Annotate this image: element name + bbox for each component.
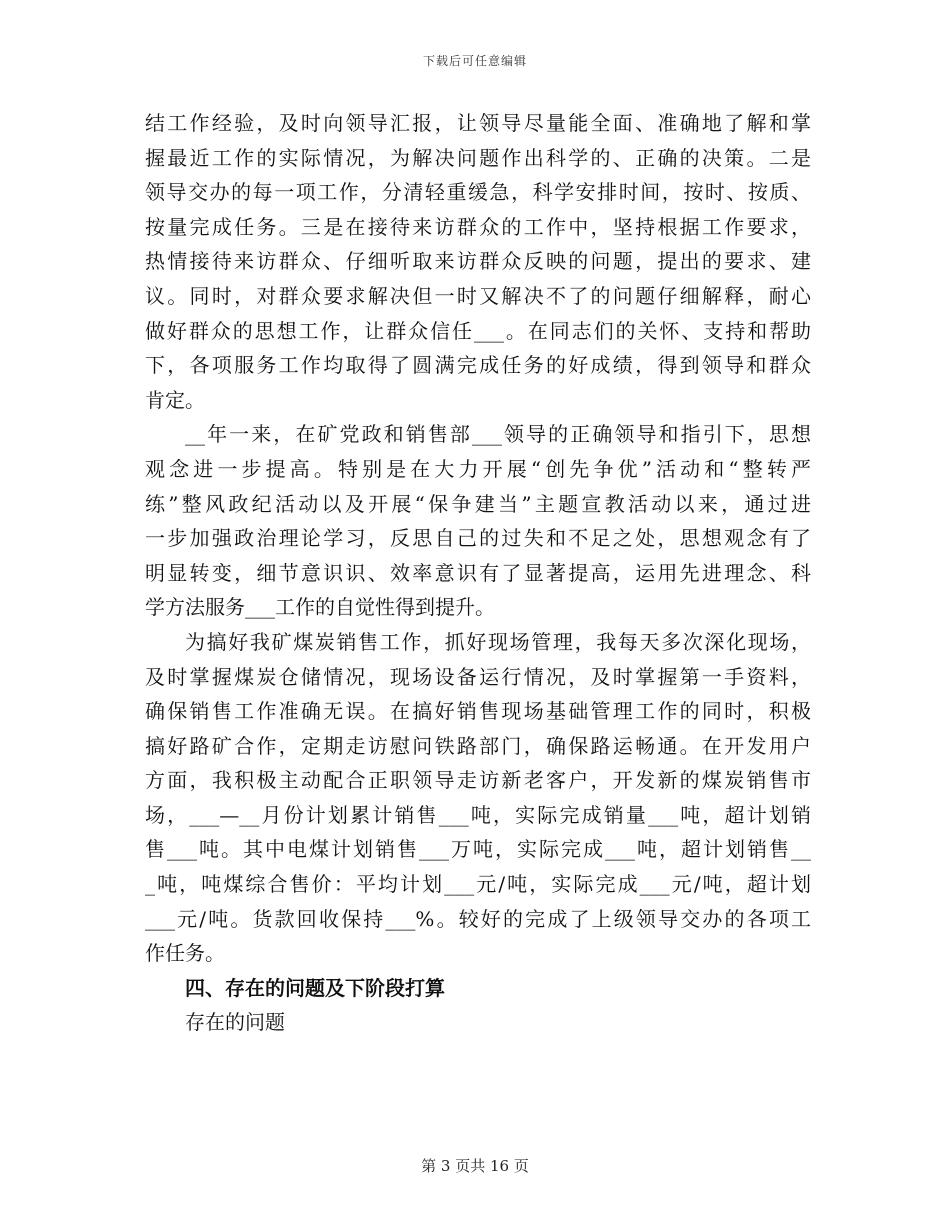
page-header: 下载后可任意编辑 xyxy=(422,54,527,68)
paragraph-line: 握最近工作的实际情况，为解决问题作出科学的、正确的决策。二是 xyxy=(145,145,811,170)
paragraph-line: 为搞好我矿煤炭销售工作，抓好现场管理，我每天多次深化现场， xyxy=(185,629,811,654)
section-heading: 四、存在的问题及下阶段打算 xyxy=(185,975,445,1000)
paragraph-line: 确保销售工作准确无误。在搞好销售现场基础管理工作的同时，积极 xyxy=(145,699,811,724)
paragraph-line: ___元/吨。货款回收保持___%。较好的完成了上级领导交办的各项工 xyxy=(145,906,811,931)
page-number: 第 3 页共 16 页 xyxy=(421,1157,529,1175)
paragraph-line: 练”整风政纪活动以及开展“保争建当”主题宣教活动以来，通过进 xyxy=(145,491,811,516)
document-body xyxy=(145,106,811,1040)
paragraph-line: _吨，吨煤综合售价：平均计划___元/吨，实际完成___元/吨，超计划 xyxy=(145,872,811,897)
paragraph-line: 明显转变，细节意识识、效率意识有了显著提高，运用先进理念、科 xyxy=(145,560,811,585)
paragraph-line: 按量完成任务。三是在接待来访群众的工作中，坚持根据工作要求， xyxy=(145,214,811,239)
paragraph-line: 学方法服务___工作的自觉性得到提升。 xyxy=(145,595,495,620)
paragraph-line: 结工作经验，及时向领导汇报，让领导尽量能全面、准确地了解和掌 xyxy=(145,111,811,135)
paragraph-line: 观念进一步提高。特别是在大力开展“创先争优”活动和“整转严 xyxy=(145,456,811,481)
paragraph-line: 领导交办的每一项工作，分清轻重缓急，科学安排时间，按时、按质、 xyxy=(145,180,811,205)
paragraph-line: __年一来，在矿党政和销售部___领导的正确领导和指引下，思想 xyxy=(185,422,811,447)
paragraph-line: 做好群众的思想工作，让群众信任___。在同志们的关怀、支持和帮助 xyxy=(145,318,811,343)
paragraph-3 xyxy=(145,625,811,971)
paragraph-line: 场，___—__月份计划累计销售___吨，实际完成销量___吨，超计划销 xyxy=(145,802,811,827)
paragraph-line: 搞好路矿合作，定期走访慰问铁路部门，确保路运畅通。在开发用户 xyxy=(145,733,811,758)
paragraph-line: 一步加强政治理论学习，反思自己的过失和不足之处，思想观念有了 xyxy=(145,526,811,551)
paragraph-line: 下，各项服务工作均取得了圆满完成任务的好成绩，得到领导和群众 xyxy=(145,353,811,378)
paragraph-line: 方面，我积极主动配合正职领导走访新老客户，开发新的煤炭销售市 xyxy=(145,768,811,793)
paragraph-line: 售___吨。其中电煤计划销售___万吨，实际完成___吨，超计划销售__ xyxy=(145,837,811,862)
paragraph-line: 肯定。 xyxy=(145,387,205,412)
paragraph-2 xyxy=(145,417,811,625)
paragraph-1 xyxy=(145,106,811,417)
paragraph-line: 议。同时，对群众要求解决但一时又解决不了的问题仔细解释，耐心 xyxy=(145,283,811,308)
subheading: 存在的问题 xyxy=(185,1010,285,1035)
paragraph-line: 及时掌握煤炭仓储情况，现场设备运行情况，及时掌握第一手资料， xyxy=(145,664,811,689)
paragraph-line: 热情接待来访群众、仔细听取来访群众反映的问题，提出的要求、建 xyxy=(145,249,811,274)
paragraph-line: 作任务。 xyxy=(145,941,225,966)
